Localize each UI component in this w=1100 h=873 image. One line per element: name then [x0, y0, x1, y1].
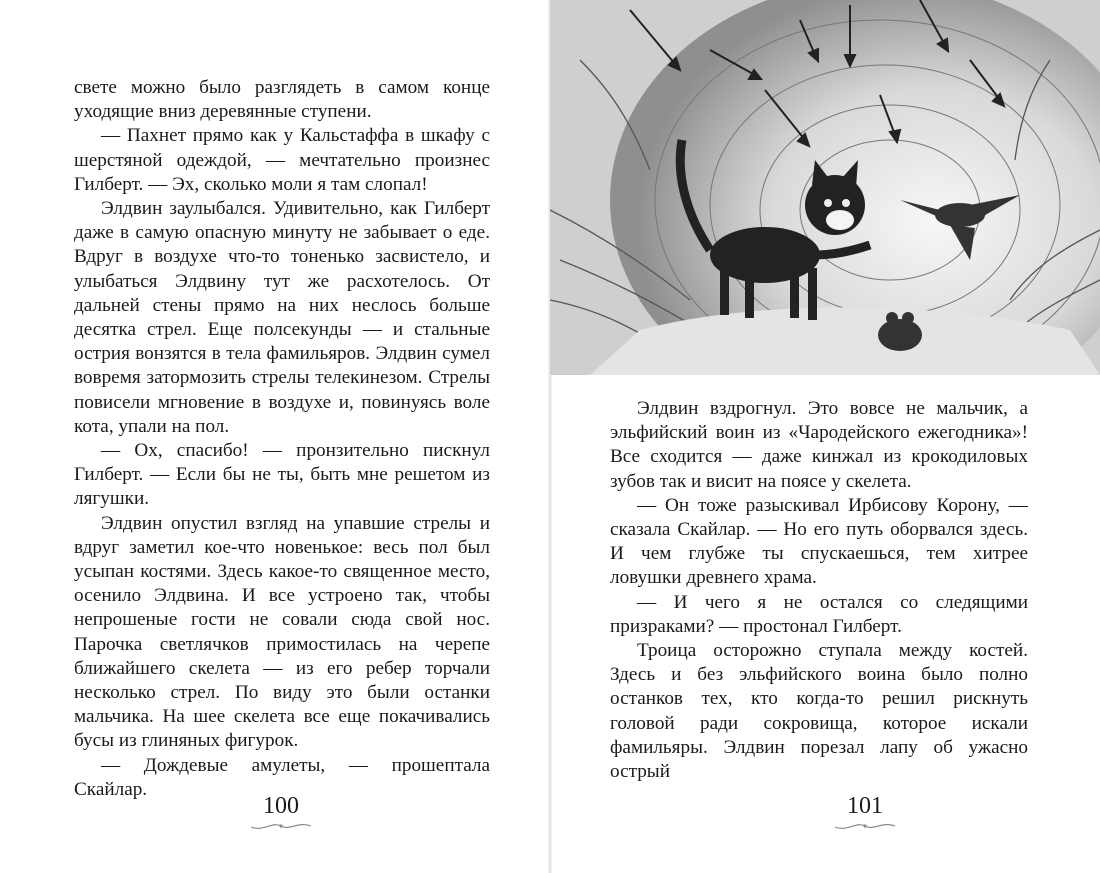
page-number: 100 [263, 793, 299, 819]
paragraph: Элдвин вздрогнул. Это вовсе не мальчик, а эльфийский воин из «Чародейского ежегодника»! Все сходится — даже кинжал из крокодиловых зубов так и висит на поясе у скелета. [610, 398, 1028, 492]
paragraph: Элдвин заулыбался. Удивительно, как Гилберт даже в самую опасную минуту не забывает о еде. Вдруг в воздухе что-то тоненько засвистело, и улыбаться Элдвину тут же расхотелось. От дальней стены прямо на них неслось больше десятка стрел. Еще полсекунды — и стальные острия вонзятся в тела фамильяров. Элдвин сумел вовремя затормозить стрелы телекинезом. Стрелы повисели мгновение в воздухе и, повинуясь воле кота, упали на пол. [74, 198, 490, 437]
cat-bird-frog-tunnel-illustration-icon [550, 0, 1100, 375]
left-page-text [74, 76, 490, 802]
flourish-ornament-icon [249, 818, 313, 834]
flourish-ornament-icon [833, 818, 897, 834]
paragraph: свете можно было разглядеть в самом конце уходящие вниз деревянные ступени. [74, 77, 490, 123]
paragraph: — Пахнет прямо как у Кальстаффа в шкафу с шерстяной одеждой, — мечтательно произнес Гилберт. — Эх, сколько моли я там слопал! [74, 125, 490, 195]
paragraph: — Он тоже разыскивал Ирбисову Корону, — сказала Скайлар. — Но его путь оборвался здесь. И чем глубже ты спускаешься, тем хитрее ловушки древнего храма. [610, 494, 1028, 589]
paragraph: — Ох, спасибо! — пронзительно пискнул Гилберт. — Если бы не ты, быть мне решетом из лягушки. [74, 440, 490, 510]
right-page [550, 0, 1100, 873]
paragraph: — Дождевые амулеты, — прошептала Скайлар. [74, 754, 490, 800]
paragraph: Элдвин опустил взгляд на упавшие стрелы и вдруг заметил кое-что новенькое: весь пол был усыпан костями. Здесь какое-то священное место, осенило Элдвина. И все устроено так, чтобы непрошеные гости не совали сюда свой нос. Парочка светлячков примостилась на черепе ближайшего скелета — из его ребер торчали несколько стрел. По виду это были останки мальчика. На шее скелета все еще покачивались бусы из глиняных фигурок. [74, 512, 490, 752]
right-page-text [610, 397, 1028, 784]
page-number: 101 [847, 793, 883, 819]
paragraph: Троица осторожно ступала между костей. Здесь и без эльфийского воина было полно останков тех, кто когда-то решил рискнуть головой ради сокровища, которое искали фамильяры. Элдвин порезал лапу об ужасно острый [610, 640, 1028, 783]
paragraph: — И чего я не остался со следящими призраками? — простонал Гилберт. [610, 591, 1028, 637]
